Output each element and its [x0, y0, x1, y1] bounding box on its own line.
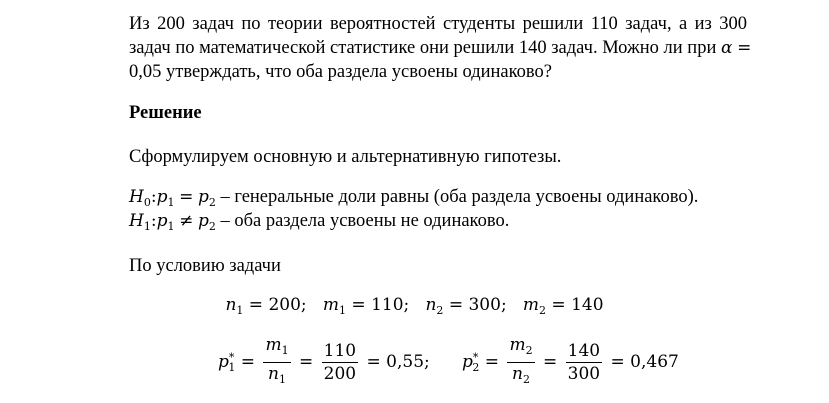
h1-p1: $p_1$: [156, 211, 175, 233]
alpha-symbol: α: [720, 38, 733, 58]
p1-formula: $p^*_1$ = $\frac{m_1}{n_1}$ = $\frac{110}{200}$ = 0,55;: [218, 337, 430, 387]
value-n2: $n_2 = 300$;: [425, 295, 507, 317]
p1-fraction-numeric: $\frac{110}{200}$: [323, 340, 357, 384]
given-values: [0, 295, 829, 317]
p1-result: 0,55;: [386, 352, 430, 372]
hypothesis-h1: $H_1:p_1 \ne p_2$ – оба раздела усвоены не одинаково.: [129, 211, 510, 233]
h0-operator: =: [179, 187, 194, 207]
problem-line-2: [129, 36, 752, 60]
h0-symbol: $H_0$: [129, 187, 151, 209]
solution-heading: Решение: [129, 103, 202, 123]
h1-symbol: $H_1$: [129, 211, 151, 233]
h1-p2: $p_2$: [197, 211, 216, 233]
p2-fraction-symbolic: $\frac{m_2}{n_2}$: [509, 334, 533, 386]
hypotheses-intro: Сформулируем основную и альтернативную гипотезы.: [129, 147, 562, 167]
p2-fraction-numeric: $\frac{140}{300}$: [567, 340, 601, 384]
h0-text: – генеральные доли равны (оба раздела усвоены одинаково).: [215, 187, 699, 207]
problem-line-3: 0,05 утверждать, что оба раздела усвоены одинаково?: [129, 62, 552, 82]
value-m1: $m_1 = 110$;: [322, 295, 410, 317]
h0-p1: $p_1$: [156, 187, 175, 209]
h0-p2: $p_2$: [197, 187, 216, 209]
problem-line-1: Из 200 задач по теории вероятностей студенты решили 110 задач, а из 300: [129, 14, 747, 34]
hypothesis-h0: $H_0:p_1 = p_2$ – генеральные доли равны (оба раздела усвоены одинаково).: [129, 187, 699, 209]
p1-fraction-symbolic: $\frac{m_1}{n_1}$: [265, 334, 289, 386]
p2-result: 0,467: [630, 352, 679, 372]
condition-text: По условию задачи: [129, 256, 281, 276]
value-m2: $m_2 = 140$: [522, 295, 604, 317]
h1-text: – оба раздела усвоены не одинаково.: [215, 211, 510, 231]
equals-sign: =: [737, 38, 752, 58]
value-n1: $n_1 = 200$;: [225, 295, 307, 317]
problem-line-2-text: задач по математической статистике они решили 140 задач. Можно ли при: [129, 38, 717, 58]
h1-operator: ≠: [179, 211, 194, 231]
p2-formula: $p^*_2$ = $\frac{m_2}{n_2}$ = $\frac{140}{300}$ = 0,467: [462, 337, 679, 387]
